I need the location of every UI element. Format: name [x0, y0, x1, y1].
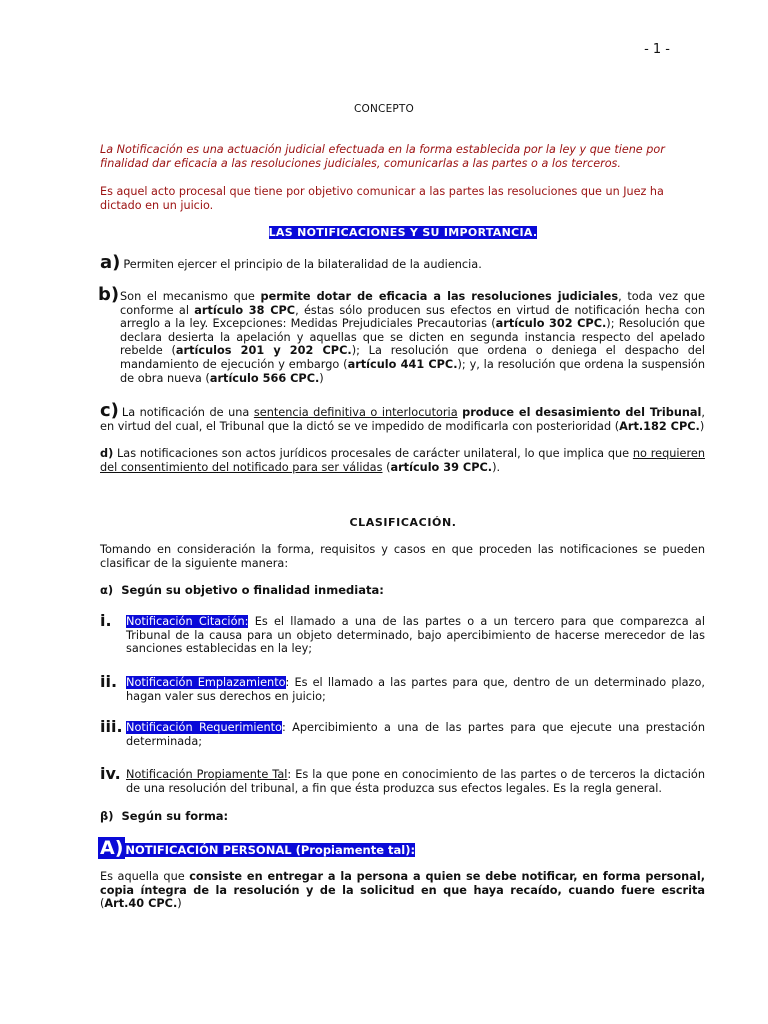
item-c-b1: produce el desasimiento del Tribunal	[462, 406, 702, 419]
roman-i-label: Notificación Citación:	[126, 615, 249, 628]
roman-iii-text: : Apercibimiento a una de las partes para que ejecute una prestación determinada;	[126, 721, 705, 748]
beta-heading	[100, 809, 228, 823]
item-c-t4: )	[699, 419, 705, 433]
item-d-u1: no requieren del consentimiento del notificado para ser válidas	[100, 447, 705, 474]
item-b-t6: ); y, la resolución que ordena la suspensión de obra nueva (	[120, 357, 705, 385]
roman-iv	[126, 768, 705, 795]
item-b-t5: ); La resolución que ordena o deniega el despacho del mandamiento de ejecución y embargo (	[120, 344, 705, 371]
item-b-b5: artículo 441 CPC.	[347, 357, 458, 371]
item-b-t1: Son el mecanismo que	[120, 290, 261, 303]
section-importance-title	[0, 226, 768, 239]
item-a	[100, 252, 705, 273]
item-c-b2: Art.182 CPC.	[619, 419, 700, 433]
roman-i	[126, 615, 705, 656]
item-c-u1: sentencia definitiva o interlocutoria	[253, 406, 458, 419]
item-a-text: Permiten ejercer el principio de la bilateralidad de la audiencia.	[123, 258, 482, 271]
item-c	[100, 400, 705, 433]
section-clasificacion-title: CLASIFICACIÓN.	[349, 516, 457, 529]
item-d-t1: Las notificaciones son actos jurídicos procesales de carácter unilateral, lo que implica que	[113, 447, 633, 460]
roman-i-marker: i.	[100, 611, 112, 630]
roman-iii-label: Notificación Requerimiento	[126, 721, 282, 734]
item-d-t2: (	[382, 460, 391, 474]
item-c-t1: La notificación de una	[121, 406, 254, 419]
item-b-t4: ); Resolución que declara desierta la apelación y aquellas que se dicten en segunda instancia respecto del apelado rebelde (	[120, 317, 705, 358]
roman-iv-label: Notificación Propiamente Tal	[126, 768, 288, 781]
item-b-b2: artículo 38 CPC	[194, 303, 296, 317]
section-A-b1: consiste en entregar a la persona a quien se debe notificar, en forma personal, copia íntegra de la resolución y de la solicitud en que haya recaído, cuando fuere escrita	[100, 870, 705, 897]
item-c-t3: , en virtud del cual, el Tribunal que la dictó se ve impedido de modificarla con posterioridad (	[100, 406, 705, 433]
item-b-t2: , toda vez que conforme al	[120, 290, 705, 317]
item-b-t7: )	[319, 371, 324, 385]
roman-ii-text: : Es el llamado a las partes para que, dentro de un determinado plazo, hagan valer sus derechos en juicio;	[126, 676, 705, 703]
item-d-t3: ).	[492, 460, 501, 474]
item-d-b1: artículo 39 CPC.	[390, 460, 493, 474]
section-A-label: NOTIFICACIÓN PERSONAL (Propiamente tal):	[125, 843, 416, 857]
concepto-heading: CONCEPTO	[353, 103, 415, 115]
page-number: - 1 -	[644, 42, 670, 57]
clasificacion-intro: Tomando en consideración la forma, requisitos y casos en que proceden las notificaciones se pueden clasificar de la siguiente manera:	[100, 543, 705, 570]
roman-iii-marker: iii.	[100, 717, 123, 736]
alpha-marker: α)	[100, 583, 114, 597]
item-b-b3: artículo 302 CPC.	[495, 317, 607, 331]
roman-ii-marker: ii.	[100, 672, 118, 691]
alpha-text: Según su objetivo o finalidad inmediata:	[121, 583, 384, 597]
section-A-title	[98, 837, 415, 859]
section-A-b2: Art.40 CPC.	[104, 897, 178, 911]
roman-iv-marker: iv.	[100, 764, 121, 783]
section-A-t1: Es aquella que	[100, 870, 190, 883]
roman-ii	[126, 676, 705, 703]
roman-i-text: Es el llamado a una de las partes o a un tercero para que comparezca al Tribunal de la causa para un objeto determinado, bajo apercibimiento de hacerse merecedor de las sanciones establecidas en la ley;	[126, 615, 705, 656]
item-d	[100, 447, 705, 474]
roman-iii	[126, 721, 705, 748]
section-A-t2: (	[100, 897, 105, 911]
definition-1: La Notificación es una actuación judicial efectuada en la forma establecida por la ley y que tiene por finalidad dar eficacia a las resoluciones judiciales, comunicarlas a las partes o a los terceros.	[100, 143, 665, 170]
section-A-text	[100, 870, 705, 911]
section-A-t3: )	[177, 897, 182, 911]
beta-text: Según su forma:	[121, 809, 229, 823]
item-b-marker: b)	[98, 284, 120, 305]
item-b-text	[120, 290, 705, 385]
roman-ii-label: Notificación Emplazamiento	[126, 676, 286, 689]
item-b-t3: , éstas sólo producen sus efectos en virtud de notificación hecha con arreglo a la ley. Excepciones: Medidas Prejudiciales Precautorias (	[120, 303, 705, 331]
section-A-marker: A)	[100, 837, 124, 859]
definition-2: Es aquel acto procesal que tiene por objetivo comunicar a las partes las resoluciones que un Juez ha dictado en un juicio.	[100, 185, 664, 212]
item-c-marker: c)	[100, 400, 119, 421]
section-importance-label: LAS NOTIFICACIONES Y SU IMPORTANCIA.	[268, 226, 538, 239]
alpha-heading	[100, 583, 384, 597]
item-a-marker: a)	[100, 252, 121, 273]
item-b-b1: permite dotar de eficacia a las resoluciones judiciales	[260, 290, 619, 303]
beta-marker: β)	[100, 809, 114, 823]
item-d-marker: d)	[100, 447, 114, 460]
item-b-b6: artículo 566 CPC.	[209, 371, 320, 385]
roman-iv-text: : Es la que pone en conocimiento de las partes o de terceros la dictación de una resolución del tribunal, a fin que ésta produzca sus efectos legales. Es la regla general.	[126, 768, 705, 795]
item-b-b4: artículos 201 y 202 CPC.	[175, 344, 352, 358]
